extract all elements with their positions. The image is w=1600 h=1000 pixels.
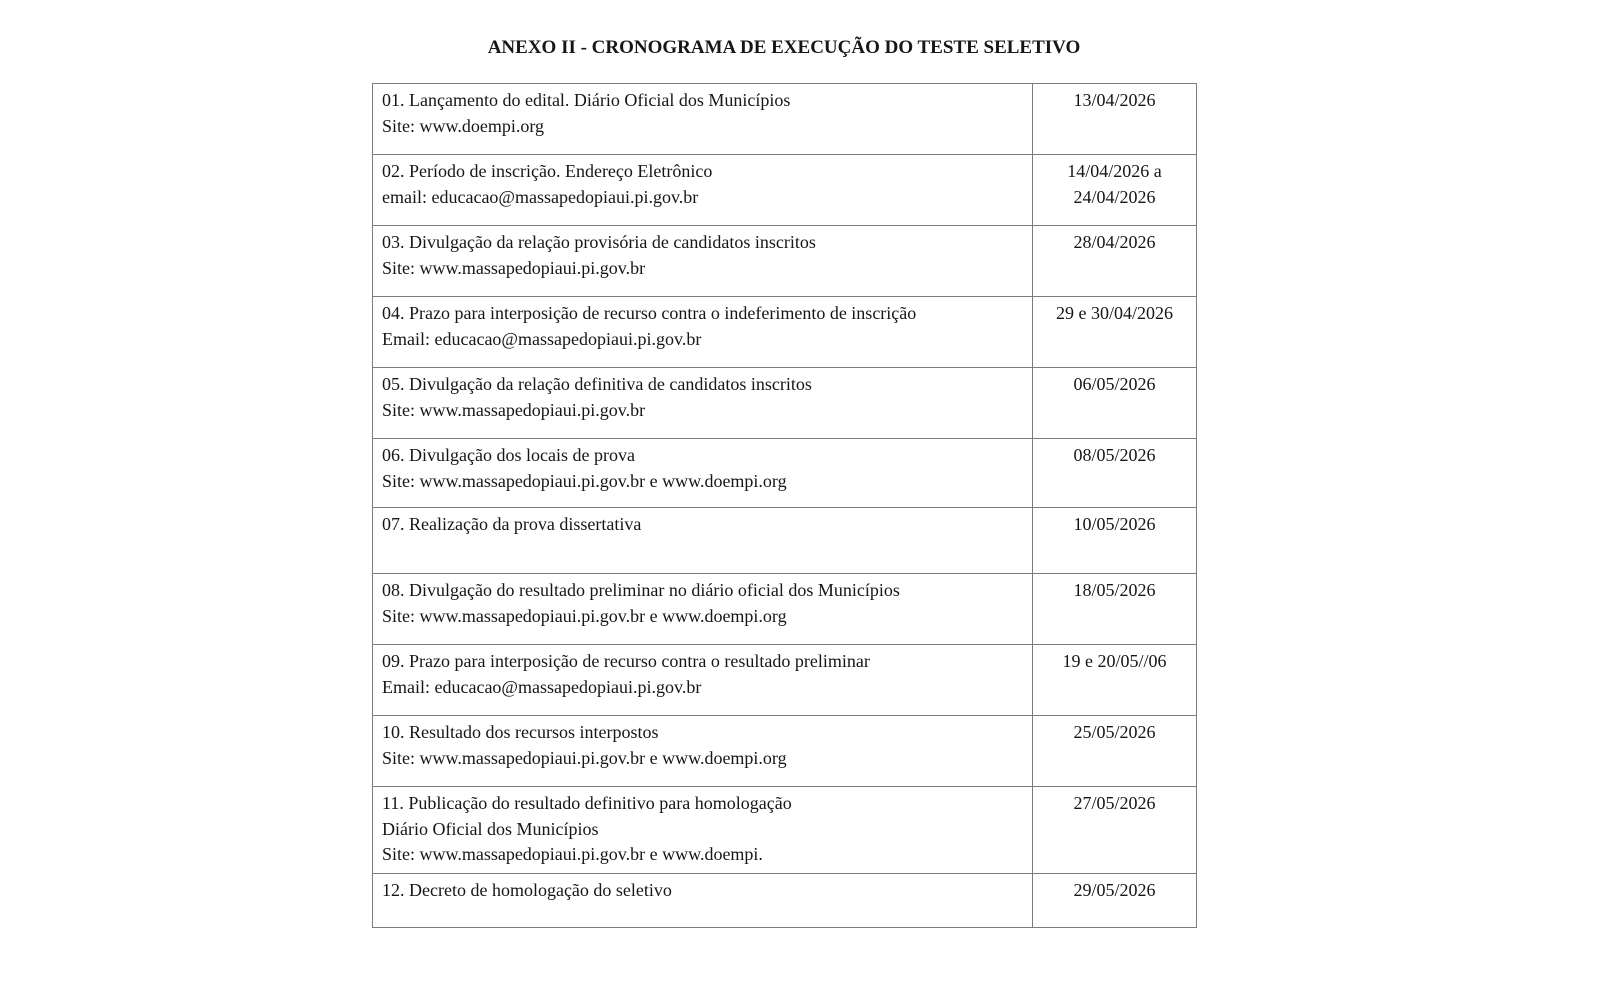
activity-line: Diário Oficial dos Municípios <box>382 818 599 839</box>
date-line: 29/05/2026 <box>1073 880 1156 900</box>
activity-line: Site: www.massapedopiaui.pi.gov.br e www.doempi.org <box>382 605 787 626</box>
date-line: 27/05/2026 <box>1073 793 1156 813</box>
date-cell <box>1033 439 1197 508</box>
date-line: 06/05/2026 <box>1073 374 1156 394</box>
activity-line: 10. Resultado dos recursos interpostos <box>382 722 659 742</box>
activity-cell <box>373 508 1033 574</box>
table-row <box>373 155 1197 226</box>
activity-cell <box>373 297 1033 368</box>
activity-line: 12. Decreto de homologação do seletivo <box>382 880 672 900</box>
date-line: 14/04/2026 a <box>1067 161 1162 181</box>
date-line: 29 e 30/04/2026 <box>1056 303 1173 323</box>
page-title: ANEXO II - CRONOGRAMA DE EXECUÇÃO DO TESTE SELETIVO <box>487 37 1081 58</box>
activity-line: Email: educacao@massapedopiaui.pi.gov.br <box>382 328 702 349</box>
activity-cell <box>373 574 1033 645</box>
date-cell <box>1033 574 1197 645</box>
activity-line: 09. Prazo para interposição de recurso contra o resultado preliminar <box>382 651 870 671</box>
activity-line: Site: www.massapedopiaui.pi.gov.br <box>382 399 646 420</box>
activity-cell <box>373 439 1033 508</box>
activity-cell <box>373 368 1033 439</box>
table-row <box>373 368 1197 439</box>
table-row <box>373 297 1197 368</box>
activity-line: Site: www.massapedopiaui.pi.gov.br e www.doempi. <box>382 844 763 864</box>
date-line: 18/05/2026 <box>1073 580 1156 600</box>
annex-document <box>372 30 1196 928</box>
date-cell <box>1033 155 1197 226</box>
activity-line: Site: www.massapedopiaui.pi.gov.br e www.doempi.org <box>382 470 787 491</box>
date-cell <box>1033 787 1197 874</box>
activity-line: Email: educacao@massapedopiaui.pi.gov.br <box>382 676 702 697</box>
table-row <box>373 716 1197 787</box>
table-row <box>373 645 1197 716</box>
activity-cell <box>373 84 1033 155</box>
date-line: 10/05/2026 <box>1073 514 1156 534</box>
table-row <box>373 226 1197 297</box>
table-row <box>373 84 1197 155</box>
activity-line: 05. Divulgação da relação definitiva de candidatos inscritos <box>382 374 812 394</box>
date-cell <box>1033 645 1197 716</box>
table-row <box>373 874 1197 928</box>
table-row <box>373 787 1197 874</box>
activity-line: Site: www.massapedopiaui.pi.gov.br <box>382 257 646 278</box>
date-line: 28/04/2026 <box>1073 232 1156 252</box>
activity-cell <box>373 155 1033 226</box>
date-line: 13/04/2026 <box>1073 90 1156 110</box>
activity-line: 02. Período de inscrição. Endereço Eletrônico <box>382 161 713 181</box>
table-row <box>373 574 1197 645</box>
activity-line: 07. Realização da prova dissertativa <box>382 514 642 534</box>
activity-cell <box>373 645 1033 716</box>
date-line: 08/05/2026 <box>1073 445 1156 465</box>
date-cell <box>1033 226 1197 297</box>
activity-cell <box>373 716 1033 787</box>
date-cell <box>1033 84 1197 155</box>
activity-line: Site: www.massapedopiaui.pi.gov.br e www.doempi.org <box>382 747 787 768</box>
activity-line: 08. Divulgação do resultado preliminar no diário oficial dos Municípios <box>382 580 900 600</box>
table-row <box>373 439 1197 508</box>
activity-line: 01. Lançamento do edital. Diário Oficial dos Municípios <box>382 90 791 110</box>
date-cell <box>1033 368 1197 439</box>
activity-line: 11. Publicação do resultado definitivo para homologação <box>382 793 792 813</box>
table-row <box>373 508 1197 574</box>
cronograma-table <box>372 83 1197 928</box>
date-line: 25/05/2026 <box>1073 722 1156 742</box>
activity-cell <box>373 226 1033 297</box>
date-cell <box>1033 716 1197 787</box>
activity-cell <box>373 787 1033 874</box>
date-line: 24/04/2026 <box>1073 186 1156 207</box>
cronograma-table-body <box>373 84 1197 928</box>
activity-line: Site: www.doempi.org <box>382 115 544 136</box>
activity-cell <box>373 874 1033 928</box>
activity-line: 03. Divulgação da relação provisória de candidatos inscritos <box>382 232 816 252</box>
date-cell <box>1033 874 1197 928</box>
activity-line: email: educacao@massapedopiaui.pi.gov.br <box>382 186 699 207</box>
date-line: 19 e 20/05//06 <box>1062 651 1167 671</box>
activity-line: 06. Divulgação dos locais de prova <box>382 445 635 465</box>
date-cell <box>1033 508 1197 574</box>
date-cell <box>1033 297 1197 368</box>
activity-line: 04. Prazo para interposição de recurso contra o indeferimento de inscrição <box>382 303 917 323</box>
